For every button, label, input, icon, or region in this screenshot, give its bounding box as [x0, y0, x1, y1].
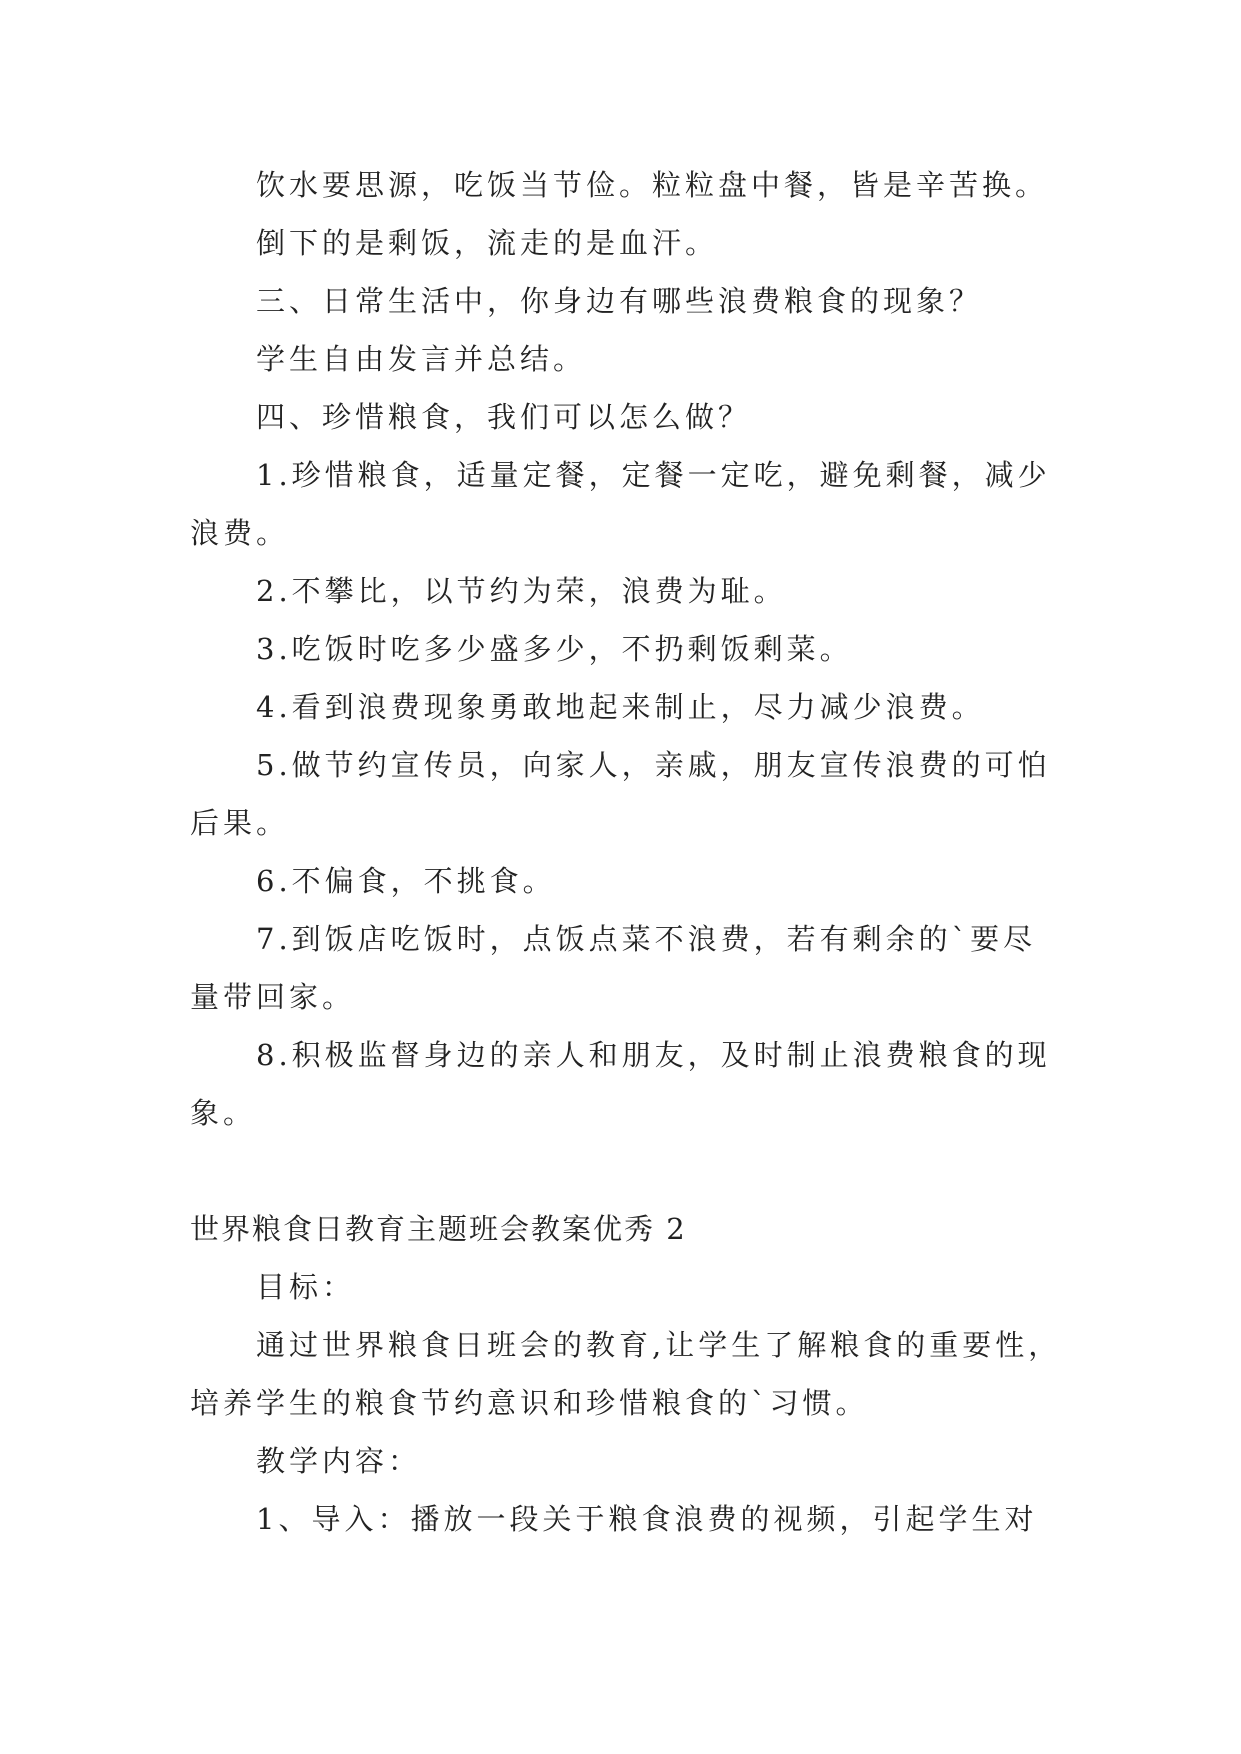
list-item-line: 1.珍惜粮食，适量定餐，定餐一定吃，避免剩餐，减少 — [256, 458, 1051, 492]
list-item-line: 5.做节约宣传员，向家人，亲戚，朋友宣传浪费的可怕 — [256, 748, 1051, 782]
paragraph-line: 饮水要思源，吃饭当节俭。粒粒盘中餐，皆是辛苦换。 — [256, 168, 1049, 202]
list-item-line: 7.到饭店吃饭时，点饭点菜不浪费，若有剩余的`要尽 — [256, 922, 1037, 956]
list-item-line: 象。 — [190, 1096, 257, 1130]
section-title: 世界粮食日教育主题班会教案优秀 2 — [190, 1212, 687, 1246]
list-item-line: 2.不攀比，以节约为荣，浪费为耻。 — [256, 574, 787, 608]
list-item-line: 浪费。 — [190, 516, 290, 550]
paragraph-line: 四、珍惜粮食，我们可以怎么做？ — [256, 400, 752, 434]
paragraph-line: 倒下的是剩饭，流走的是血汗。 — [256, 226, 719, 260]
list-item-line: 后果。 — [190, 806, 290, 840]
list-item-line: 量带回家。 — [190, 980, 356, 1014]
paragraph-line: 教学内容： — [256, 1444, 422, 1478]
paragraph-line: 目标： — [256, 1270, 356, 1304]
list-item-line: 3.吃饭时吃多少盛多少，不扔剩饭剩菜。 — [256, 632, 853, 666]
paragraph-line: 1、导入：播放一段关于粮食浪费的视频，引起学生对 — [256, 1502, 1038, 1536]
paragraph-line: 学生自由发言并总结。 — [256, 342, 587, 376]
list-item-line: 8.积极监督身边的亲人和朋友，及时制止浪费粮食的现 — [256, 1038, 1051, 1072]
list-item-line: 6.不偏食，不挑食。 — [256, 864, 556, 898]
paragraph-line: 培养学生的粮食节约意识和珍惜粮食的`习惯。 — [190, 1386, 869, 1420]
list-item-line: 4.看到浪费现象勇敢地起来制止，尽力减少浪费。 — [256, 690, 985, 724]
paragraph-line: 三、日常生活中，你身边有哪些浪费粮食的现象？ — [256, 284, 983, 318]
paragraph-line: 通过世界粮食日班会的教育,让学生了解粮食的重要性， — [256, 1328, 1062, 1362]
